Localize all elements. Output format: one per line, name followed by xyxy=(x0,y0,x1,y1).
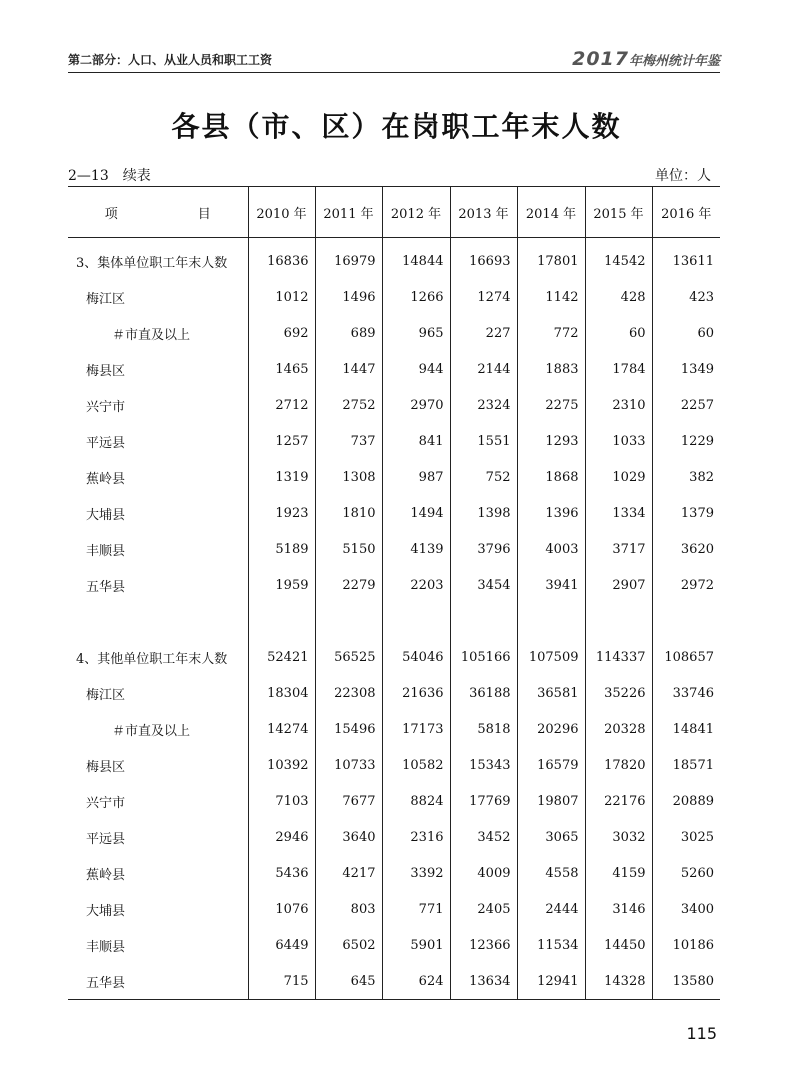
value-cell: 14450 xyxy=(585,928,652,964)
table-row xyxy=(68,784,720,820)
value-cell: 1319 xyxy=(248,460,315,496)
value-cell: 227 xyxy=(450,316,517,352)
value-cell: 3941 xyxy=(517,568,585,604)
value-cell: 2712 xyxy=(248,388,315,424)
empty-cell xyxy=(315,604,382,640)
value-cell: 1396 xyxy=(517,496,585,532)
row-label: 大埔县 xyxy=(86,508,126,523)
value-cell: 2203 xyxy=(382,568,450,604)
value-cell: 36581 xyxy=(517,676,585,712)
value-cell: 987 xyxy=(382,460,450,496)
table-row xyxy=(68,316,720,352)
value-cell: 4009 xyxy=(450,856,517,892)
column-header-year: 2015 年 xyxy=(585,187,652,238)
row-label: 梅县区 xyxy=(86,760,126,775)
row-label: 大埔县 xyxy=(86,904,126,919)
unit-label: 单位：人 xyxy=(655,168,711,184)
value-cell: 2405 xyxy=(450,892,517,928)
row-label: 平远县 xyxy=(86,832,126,847)
page-number: 115 xyxy=(686,1024,717,1043)
value-cell: 13634 xyxy=(450,964,517,1000)
value-cell: 17820 xyxy=(585,748,652,784)
value-cell: 3065 xyxy=(517,820,585,856)
column-header-year: 2013 年 xyxy=(450,187,517,238)
value-cell: 3454 xyxy=(450,568,517,604)
value-cell: 2316 xyxy=(382,820,450,856)
value-cell: 2946 xyxy=(248,820,315,856)
value-cell: 1229 xyxy=(652,424,720,460)
value-cell: 423 xyxy=(652,280,720,316)
value-cell: 60 xyxy=(652,316,720,352)
table-row xyxy=(68,748,720,784)
page-title: 各县（市、区）在岗职工年末人数 xyxy=(171,110,622,143)
yearbook-title xyxy=(572,48,720,70)
empty-cell xyxy=(585,604,652,640)
value-cell: 6449 xyxy=(248,928,315,964)
empty-cell xyxy=(517,604,585,640)
value-cell: 2972 xyxy=(652,568,720,604)
value-cell: 944 xyxy=(382,352,450,388)
yearbook-name: 年梅州统计年鉴 xyxy=(628,54,720,69)
value-cell: 1334 xyxy=(585,496,652,532)
table-row xyxy=(68,820,720,856)
value-cell: 4217 xyxy=(315,856,382,892)
value-cell: 14274 xyxy=(248,712,315,748)
row-label: 梅江区 xyxy=(86,688,126,703)
column-header-year: 2011 年 xyxy=(315,187,382,238)
value-cell: 2257 xyxy=(652,388,720,424)
value-cell: 21636 xyxy=(382,676,450,712)
value-cell: 737 xyxy=(315,424,382,460)
table-row xyxy=(68,892,720,928)
empty-cell xyxy=(68,604,248,640)
value-cell: 114337 xyxy=(585,640,652,676)
spacer-row xyxy=(68,604,720,640)
value-cell: 2310 xyxy=(585,388,652,424)
row-label: 兴宁市 xyxy=(86,796,126,811)
table-row xyxy=(68,496,720,532)
value-cell: 689 xyxy=(315,316,382,352)
value-cell: 18571 xyxy=(652,748,720,784)
value-cell: 1784 xyxy=(585,352,652,388)
value-cell: 2324 xyxy=(450,388,517,424)
value-cell: 1959 xyxy=(248,568,315,604)
value-cell: 14841 xyxy=(652,712,720,748)
value-cell: 7103 xyxy=(248,784,315,820)
value-cell: 803 xyxy=(315,892,382,928)
row-label: 梅江区 xyxy=(86,292,126,307)
value-cell: 60 xyxy=(585,316,652,352)
value-cell: 1349 xyxy=(652,352,720,388)
value-cell: 22308 xyxy=(315,676,382,712)
value-cell: 3146 xyxy=(585,892,652,928)
value-cell: 1868 xyxy=(517,460,585,496)
value-cell: 771 xyxy=(382,892,450,928)
row-label: ＃市直及以上 xyxy=(112,724,191,739)
value-cell: 1257 xyxy=(248,424,315,460)
value-cell: 10392 xyxy=(248,748,315,784)
value-cell: 1308 xyxy=(315,460,382,496)
row-label: 梅县区 xyxy=(86,364,126,379)
column-header-year: 2010 年 xyxy=(248,187,315,238)
value-cell: 5260 xyxy=(652,856,720,892)
row-label: 丰顺县 xyxy=(86,544,126,559)
value-cell: 20889 xyxy=(652,784,720,820)
value-cell: 7677 xyxy=(315,784,382,820)
value-cell: 3400 xyxy=(652,892,720,928)
table-row xyxy=(68,388,720,424)
value-cell: 4139 xyxy=(382,532,450,568)
section-title: 第二部分：人口、从业人员和职工工资 xyxy=(68,53,273,67)
value-cell: 18304 xyxy=(248,676,315,712)
table-row xyxy=(68,928,720,964)
value-cell: 14542 xyxy=(585,244,652,280)
value-cell: 1398 xyxy=(450,496,517,532)
table-id: 2—13 续表 xyxy=(68,168,151,184)
value-cell: 108657 xyxy=(652,640,720,676)
value-cell: 1494 xyxy=(382,496,450,532)
value-cell: 14328 xyxy=(585,964,652,1000)
value-cell: 3392 xyxy=(382,856,450,892)
value-cell: 10582 xyxy=(382,748,450,784)
value-cell: 5901 xyxy=(382,928,450,964)
value-cell: 1274 xyxy=(450,280,517,316)
value-cell: 16836 xyxy=(248,244,315,280)
value-cell: 33746 xyxy=(652,676,720,712)
value-cell: 16979 xyxy=(315,244,382,280)
table-row xyxy=(68,676,720,712)
value-cell: 2144 xyxy=(450,352,517,388)
value-cell: 13611 xyxy=(652,244,720,280)
table-header-row xyxy=(68,187,720,238)
value-cell: 3452 xyxy=(450,820,517,856)
value-cell: 1465 xyxy=(248,352,315,388)
row-label: 丰顺县 xyxy=(86,940,126,955)
value-cell: 3796 xyxy=(450,532,517,568)
row-label: ＃市直及以上 xyxy=(112,328,191,343)
table-row xyxy=(68,568,720,604)
value-cell: 17801 xyxy=(517,244,585,280)
value-cell: 1033 xyxy=(585,424,652,460)
value-cell: 1266 xyxy=(382,280,450,316)
table-row xyxy=(68,352,720,388)
value-cell: 36188 xyxy=(450,676,517,712)
value-cell: 3717 xyxy=(585,532,652,568)
value-cell: 17769 xyxy=(450,784,517,820)
row-label: 蕉岭县 xyxy=(86,472,126,487)
value-cell: 12941 xyxy=(517,964,585,1000)
empty-cell xyxy=(382,604,450,640)
row-label: 蕉岭县 xyxy=(86,868,126,883)
value-cell: 22176 xyxy=(585,784,652,820)
table-row xyxy=(68,424,720,460)
value-cell: 1293 xyxy=(517,424,585,460)
table-row xyxy=(68,964,720,1000)
value-cell: 1551 xyxy=(450,424,517,460)
value-cell: 772 xyxy=(517,316,585,352)
value-cell: 2907 xyxy=(585,568,652,604)
value-cell: 2970 xyxy=(382,388,450,424)
column-header-item: 项 目 xyxy=(68,187,248,238)
column-header-year: 2012 年 xyxy=(382,187,450,238)
table-row xyxy=(68,712,720,748)
empty-cell xyxy=(652,604,720,640)
value-cell: 752 xyxy=(450,460,517,496)
value-cell: 1029 xyxy=(585,460,652,496)
value-cell: 20296 xyxy=(517,712,585,748)
value-cell: 1810 xyxy=(315,496,382,532)
value-cell: 10186 xyxy=(652,928,720,964)
value-cell: 105166 xyxy=(450,640,517,676)
value-cell: 5189 xyxy=(248,532,315,568)
value-cell: 12366 xyxy=(450,928,517,964)
value-cell: 15496 xyxy=(315,712,382,748)
empty-cell xyxy=(450,604,517,640)
value-cell: 2279 xyxy=(315,568,382,604)
value-cell: 4558 xyxy=(517,856,585,892)
value-cell: 6502 xyxy=(315,928,382,964)
value-cell: 16579 xyxy=(517,748,585,784)
value-cell: 35226 xyxy=(585,676,652,712)
value-cell: 2275 xyxy=(517,388,585,424)
value-cell: 4159 xyxy=(585,856,652,892)
table-row xyxy=(68,532,720,568)
statistics-table xyxy=(68,186,720,1000)
value-cell: 3025 xyxy=(652,820,720,856)
value-cell: 8824 xyxy=(382,784,450,820)
column-header-year: 2016 年 xyxy=(652,187,720,238)
value-cell: 52421 xyxy=(248,640,315,676)
value-cell: 645 xyxy=(315,964,382,1000)
value-cell: 11534 xyxy=(517,928,585,964)
value-cell: 692 xyxy=(248,316,315,352)
value-cell: 19807 xyxy=(517,784,585,820)
value-cell: 3032 xyxy=(585,820,652,856)
row-label: 3、集体单位职工年末人数 xyxy=(76,256,228,271)
value-cell: 5150 xyxy=(315,532,382,568)
value-cell: 1883 xyxy=(517,352,585,388)
value-cell: 13580 xyxy=(652,964,720,1000)
row-label: 平远县 xyxy=(86,436,126,451)
value-cell: 382 xyxy=(652,460,720,496)
row-label: 4、其他单位职工年末人数 xyxy=(76,652,228,667)
value-cell: 1447 xyxy=(315,352,382,388)
row-label: 五华县 xyxy=(86,580,126,595)
row-label: 兴宁市 xyxy=(86,400,126,415)
value-cell: 16693 xyxy=(450,244,517,280)
table-body xyxy=(68,238,720,1000)
value-cell: 1379 xyxy=(652,496,720,532)
value-cell: 965 xyxy=(382,316,450,352)
row-label: 五华县 xyxy=(68,964,248,1000)
value-cell: 2444 xyxy=(517,892,585,928)
value-cell: 10733 xyxy=(315,748,382,784)
value-cell: 1012 xyxy=(248,280,315,316)
value-cell: 17173 xyxy=(382,712,450,748)
value-cell: 56525 xyxy=(315,640,382,676)
value-cell: 5436 xyxy=(248,856,315,892)
value-cell: 1142 xyxy=(517,280,585,316)
value-cell: 428 xyxy=(585,280,652,316)
value-cell: 20328 xyxy=(585,712,652,748)
empty-cell xyxy=(248,604,315,640)
value-cell: 1076 xyxy=(248,892,315,928)
yearbook-year: 2017 xyxy=(572,48,629,70)
value-cell: 107509 xyxy=(517,640,585,676)
value-cell: 841 xyxy=(382,424,450,460)
value-cell: 3640 xyxy=(315,820,382,856)
value-cell: 1496 xyxy=(315,280,382,316)
table-row xyxy=(68,244,720,280)
running-header xyxy=(68,46,720,73)
value-cell: 54046 xyxy=(382,640,450,676)
column-header-year: 2014 年 xyxy=(517,187,585,238)
value-cell: 14844 xyxy=(382,244,450,280)
table-row xyxy=(68,640,720,676)
table-row xyxy=(68,856,720,892)
value-cell: 624 xyxy=(382,964,450,1000)
table-row xyxy=(68,280,720,316)
value-cell: 715 xyxy=(248,964,315,1000)
value-cell: 2752 xyxy=(315,388,382,424)
table-row xyxy=(68,460,720,496)
value-cell: 4003 xyxy=(517,532,585,568)
value-cell: 5818 xyxy=(450,712,517,748)
value-cell: 3620 xyxy=(652,532,720,568)
value-cell: 15343 xyxy=(450,748,517,784)
value-cell: 1923 xyxy=(248,496,315,532)
